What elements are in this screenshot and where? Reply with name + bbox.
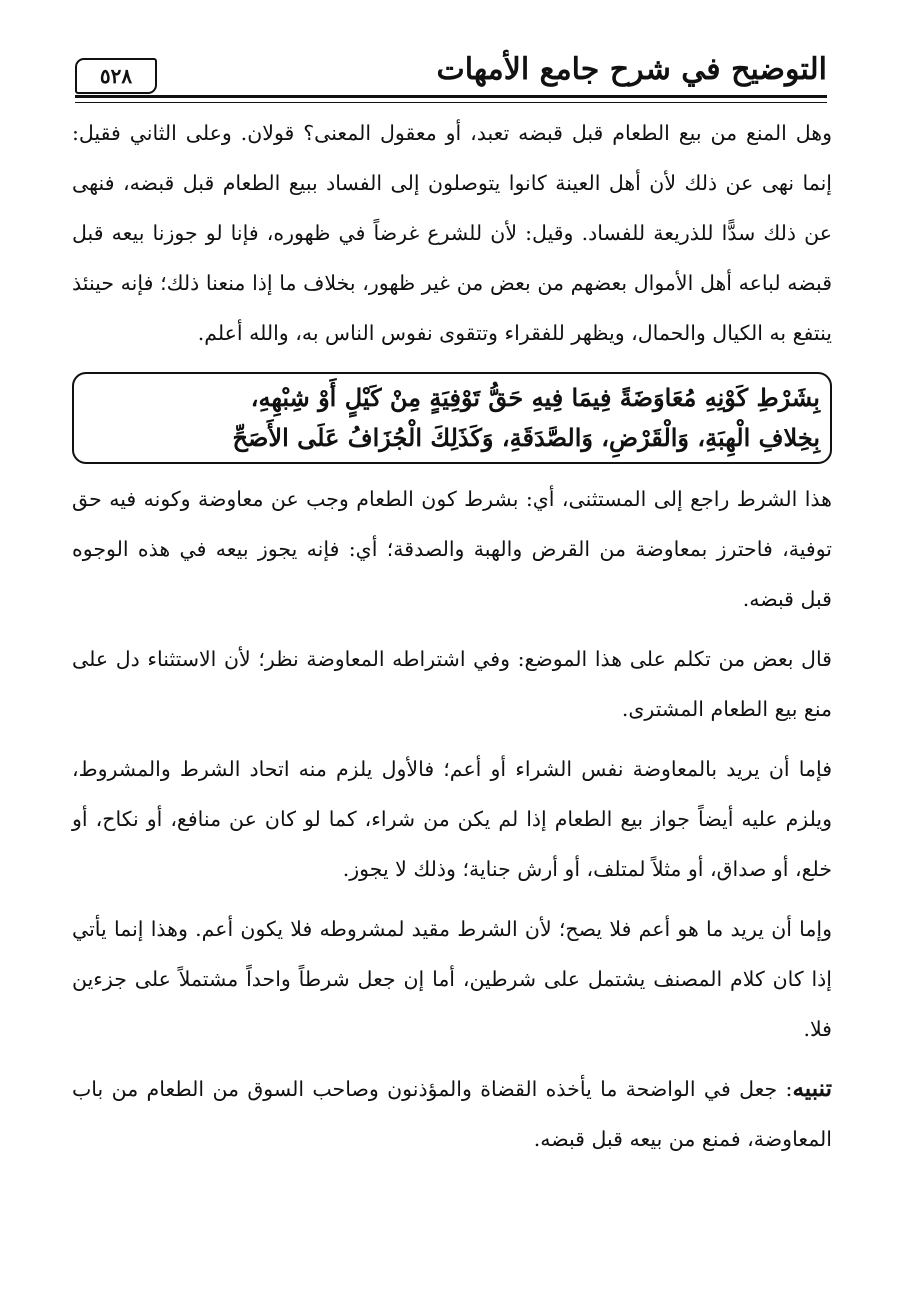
tanbih-text: : جعل في الواضحة ما يأخذه القضاة والمؤذنون وصاحب السوق من الطعام من باب المعاوضة، فمنع من بيعه قبل قبضه. bbox=[72, 1077, 832, 1151]
paragraph-tanbih bbox=[72, 1064, 832, 1164]
tanbih-label: تنبيه bbox=[792, 1075, 832, 1102]
paragraph-commentary-2: هذا الشرط راجع إلى المستثنى، أي: بشرط كون الطعام وجب عن معاوضة وكونه فيه حق توفية، فاحترز بمعاوضة من القرض والهبة والصدقة؛ أي: فإنه يجوز بيعه في هذه الوجوه قبل قبضه. bbox=[72, 487, 832, 611]
paragraph-commentary-3: قال بعض من تكلم على هذا الموضع: وفي اشتراطه المعاوضة نظر؛ لأن الاستثناء دل على منع بيع الطعام المشترى. bbox=[72, 647, 832, 721]
paragraph-commentary-5: وإما أن يريد ما هو أعم فلا يصح؛ لأن الشرط مقيد لمشروطه فلا يكون أعم. وهذا إنما يأتي إذا كان كلام المصنف يشتمل على شرطين، أما إن جعل شرطاً واحداً مشتملاً على جزءين فلا. bbox=[72, 917, 832, 1041]
matn-box bbox=[72, 372, 832, 464]
matn-line-2: بِخِلافِ الْهِبَةِ، وَالْقَرْضِ، وَالصَّدَقَةِ، وَكَذَلِكَ الْجُزَافُ عَلَى الأَصَحِّ bbox=[232, 423, 820, 452]
page-number: ٥٢٨ bbox=[75, 58, 157, 94]
header-rule-thin bbox=[75, 102, 827, 103]
matn-line-1: بِشَرْطِ كَوْنِهِ مُعَاوَضَةً فِيمَا فِيهِ حَقُّ تَوْفِيَةٍ مِنْ كَيْلٍ أَوْ شِبْهِهِ، bbox=[250, 383, 820, 412]
paragraph-commentary-4: فإما أن يريد بالمعاوضة نفس الشراء أو أعم؛ فالأول يلزم منه اتحاد الشرط والمشروط، ويلزم عليه أيضاً جواز بيع الطعام إذا لم يكن من شراء، كما لو كان عن منافع، أو نكاح، أو خلع، أو صداق، أو مثلاً لمتلف، أو أرش جناية؛ وذلك لا يجوز. bbox=[72, 757, 832, 881]
page-body bbox=[72, 108, 832, 1168]
running-title: التوضيح في شرح جامع الأمهات bbox=[436, 52, 827, 87]
paragraph-commentary-1: وهل المنع من بيع الطعام قبل قبضه تعبد، أو معقول المعنى؟ قولان. وعلى الثاني فقيل: إنما نهى عن ذلك لأن أهل العينة كانوا يتوصلون إلى الفساد ببيع الطعام قبل قبضه، فنهى عن ذلك سدًّا للذريعة للفساد. وقيل: لأن للشرع غرضاً في ظهوره، فإنا لو جوزنا بيعه قبل قبضه لباعه أهل الأموال بعضهم من بعض من غير ظهور، بخلاف ما إذا منعنا ذلك؛ فإنه حينئذ ينتفع به الكيال والحمال، ويظهر للفقراء وتتقوى نفوس الناس به، والله أعلم. bbox=[72, 121, 832, 345]
header-rule bbox=[75, 95, 827, 98]
page-header bbox=[75, 48, 827, 98]
